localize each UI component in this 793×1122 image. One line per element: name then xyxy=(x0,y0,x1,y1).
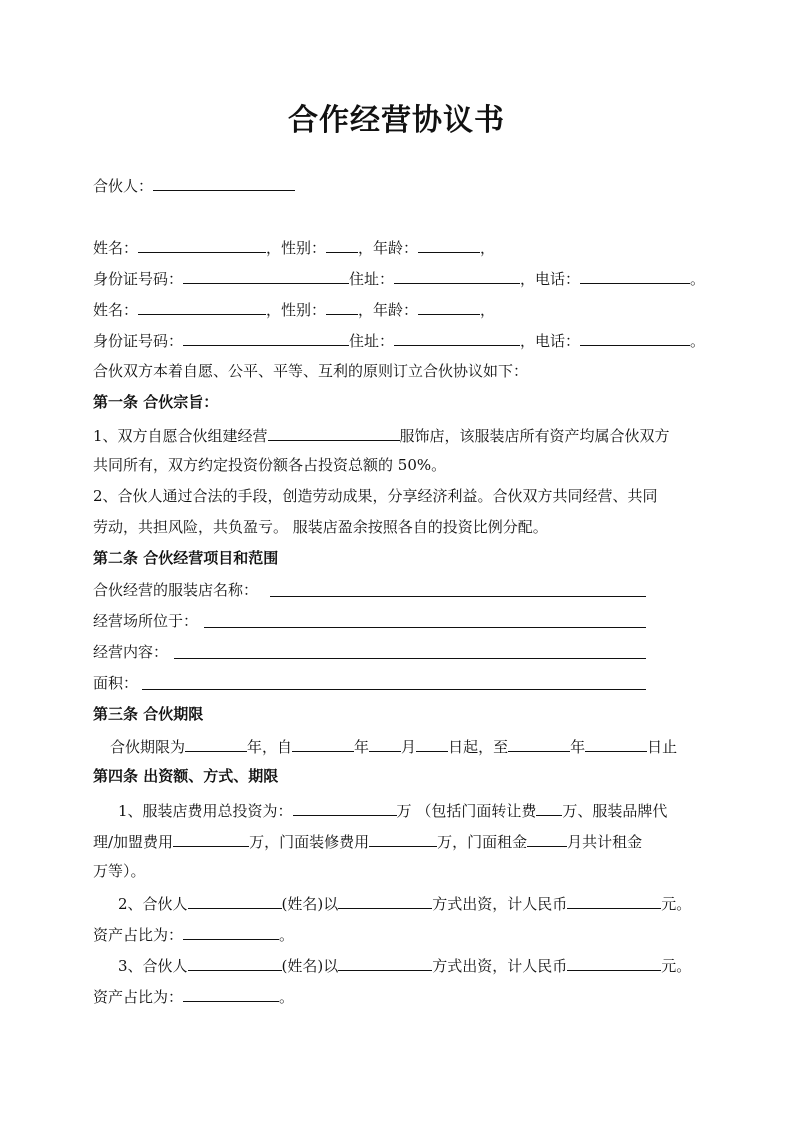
id-blank[interactable] xyxy=(183,268,349,284)
term-text-3: 年 xyxy=(354,738,370,756)
article1-p1-line2: 共同所有，双方约定投资份额各占投资总额的 50%。 xyxy=(93,456,447,474)
location-blank[interactable] xyxy=(204,627,646,628)
share3-line xyxy=(93,986,294,1006)
contribution2-text-c: 方式出资，计人民币 xyxy=(432,895,568,913)
address-label: 住址： xyxy=(349,270,395,288)
term-line xyxy=(110,736,677,756)
partner2-method-blank[interactable] xyxy=(338,893,432,909)
name-label: 姓名： xyxy=(93,239,139,257)
share2-line xyxy=(93,924,294,944)
name-blank[interactable] xyxy=(138,299,266,315)
person1-line xyxy=(93,237,495,257)
investment-text-g: 月共计租金 xyxy=(567,833,643,851)
content-blank[interactable] xyxy=(174,658,646,659)
share2-end: 。 xyxy=(279,926,295,944)
intro-text: 合伙双方本着自愿、公平、平等、互利的原则订立合伙协议如下： xyxy=(93,362,529,380)
address-blank[interactable] xyxy=(394,330,520,346)
person1-id-line xyxy=(93,268,705,288)
end-date-blank[interactable] xyxy=(585,736,647,752)
partner-label: 合伙人： xyxy=(93,177,154,195)
contribution2-line xyxy=(118,893,691,913)
phone-label: ，电话： xyxy=(520,270,581,288)
partner3-amount-blank[interactable] xyxy=(567,955,661,971)
investment-line2 xyxy=(93,831,642,851)
business-name-blank[interactable] xyxy=(268,425,400,441)
contribution3-text-c: 方式出资，计人民币 xyxy=(432,957,568,975)
gender-blank[interactable] xyxy=(326,237,358,253)
person2-line xyxy=(93,299,495,319)
partner3-name-blank[interactable] xyxy=(188,955,282,971)
partner-line xyxy=(93,175,295,195)
investment-text-e: 万，门面装修费用 xyxy=(249,833,370,851)
start-day-blank[interactable] xyxy=(416,736,448,752)
article2-heading: 第二条 合伙经营项目和范围 xyxy=(93,549,279,567)
term-text-6: 年 xyxy=(570,738,586,756)
article4-heading: 第四条 出资额、方式、期限 xyxy=(93,767,279,785)
contribution3-line xyxy=(118,955,691,975)
period-text: 。 xyxy=(690,270,706,288)
share3-blank[interactable] xyxy=(183,986,279,1002)
area-blank[interactable] xyxy=(142,689,646,690)
phone-blank[interactable] xyxy=(580,268,690,284)
area-label: 面积： xyxy=(93,674,139,692)
article1-p2-line1: 2、合伙人通过合法的手段，创造劳动成果，分享经济利益。合伙双方共同经营、共同 xyxy=(93,487,658,505)
rent-months-blank[interactable] xyxy=(527,831,567,847)
investment-line3: 万等）。 xyxy=(93,862,146,880)
investment-line1 xyxy=(118,800,667,820)
article1-p1-line1 xyxy=(93,425,670,445)
contribution2-text-d: 元。 xyxy=(661,895,692,913)
partner2-name-blank[interactable] xyxy=(188,893,282,909)
age-label: ，年龄： xyxy=(358,239,419,257)
age-blank[interactable] xyxy=(418,299,480,315)
period-text: 。 xyxy=(690,332,706,350)
contribution2-text-b: (姓名)以 xyxy=(281,895,339,913)
id-blank[interactable] xyxy=(183,330,349,346)
comma-text: ， xyxy=(480,301,496,319)
gender-label: ，性别： xyxy=(266,301,327,319)
start-year-blank[interactable] xyxy=(292,736,354,752)
phone-label: ，电话： xyxy=(520,332,581,350)
partner-blank[interactable] xyxy=(153,175,295,191)
id-label: 身份证号码： xyxy=(93,270,184,288)
phone-blank[interactable] xyxy=(580,330,690,346)
term-text-1: 合伙期限为 xyxy=(110,738,186,756)
article1-p1-text-a: 1、双方自愿合伙组建经营 xyxy=(93,427,268,445)
name-blank[interactable] xyxy=(138,237,266,253)
partner2-amount-blank[interactable] xyxy=(567,893,661,909)
address-label: 住址： xyxy=(349,332,395,350)
term-text-7: 日止 xyxy=(647,738,678,756)
contribution3-text-a: 3、合伙人 xyxy=(118,957,188,975)
location-label: 经营场所位于： xyxy=(93,612,199,630)
shop-name-label: 合伙经营的服装店名称： xyxy=(93,581,259,599)
age-label: ，年龄： xyxy=(358,301,419,319)
article1-heading: 第一条 合伙宗旨： xyxy=(93,393,219,411)
shop-name-blank[interactable] xyxy=(270,596,646,597)
share2-label: 资产占比为： xyxy=(93,926,184,944)
document-title: 合作经营协议书 xyxy=(288,103,505,138)
total-investment-blank[interactable] xyxy=(293,800,397,816)
name-label: 姓名： xyxy=(93,301,139,319)
term-text-5: 日起，至 xyxy=(448,738,509,756)
article1-p2-line2: 劳动，共担风险，共负盈亏。 服装店盈余按照各自的投资比例分配。 xyxy=(93,518,548,536)
share3-label: 资产占比为： xyxy=(93,988,184,1006)
share2-blank[interactable] xyxy=(183,924,279,940)
term-text-4: 月 xyxy=(401,738,417,756)
franchise-fee-blank[interactable] xyxy=(173,831,249,847)
contribution2-text-a: 2、合伙人 xyxy=(118,895,188,913)
term-years-blank[interactable] xyxy=(185,736,247,752)
partner3-method-blank[interactable] xyxy=(338,955,432,971)
content-label: 经营内容： xyxy=(93,643,169,661)
investment-text-c: 万、服装品牌代 xyxy=(562,802,668,820)
investment-text-f: 万，门面租金 xyxy=(437,833,528,851)
renovation-fee-blank[interactable] xyxy=(369,831,437,847)
start-month-blank[interactable] xyxy=(369,736,401,752)
investment-text-b: 万 （包括门面转让费 xyxy=(396,802,537,820)
contribution3-text-d: 元。 xyxy=(661,957,692,975)
gender-label: ，性别： xyxy=(266,239,327,257)
address-blank[interactable] xyxy=(394,268,520,284)
gender-blank[interactable] xyxy=(326,299,358,315)
investment-text-d: 理/加盟费用 xyxy=(93,833,174,851)
term-text-2: 年，自 xyxy=(247,738,293,756)
age-blank[interactable] xyxy=(418,237,480,253)
article1-p1-text-b: 服饰店，该服装店所有资产均属合伙双方 xyxy=(399,427,670,445)
id-label: 身份证号码： xyxy=(93,332,184,350)
transfer-fee-blank[interactable] xyxy=(536,800,562,816)
contribution3-text-b: (姓名)以 xyxy=(281,957,339,975)
investment-text-a: 1、服装店费用总投资为： xyxy=(118,802,293,820)
comma-text: ， xyxy=(480,239,496,257)
share3-end: 。 xyxy=(279,988,295,1006)
article3-heading: 第三条 合伙期限 xyxy=(93,705,204,723)
end-year-blank[interactable] xyxy=(508,736,570,752)
person2-id-line xyxy=(93,330,705,350)
